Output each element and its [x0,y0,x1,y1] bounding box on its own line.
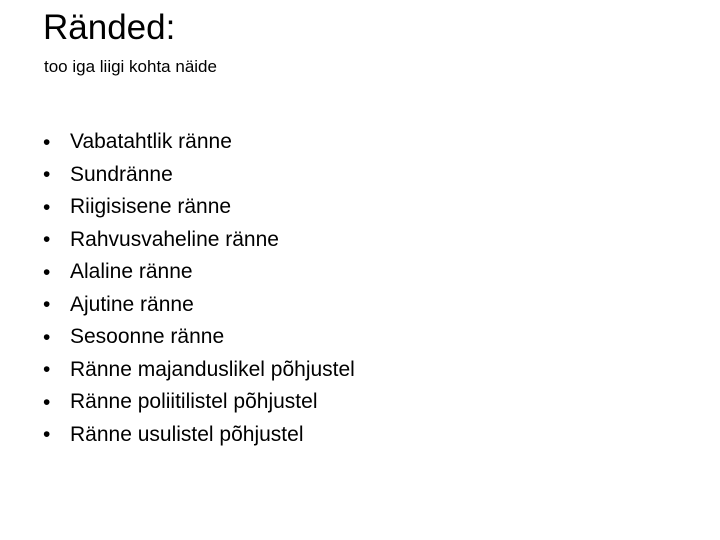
list-item [43,126,355,159]
list-item-text: Ajutine ränne [70,292,194,316]
slide-subtitle: too iga liigi kohta näide [44,57,217,76]
list-item [43,386,355,419]
slide-title: Ränded: [43,8,176,47]
bullet-icon: • [43,358,51,382]
list-item-text: Vabatahtlik ränne [70,130,232,154]
bullet-icon: • [43,423,51,447]
bullet-icon: • [43,195,51,219]
list-item [43,159,355,192]
list-item-text: Alaline ränne [70,260,193,284]
bullet-icon: • [43,163,51,187]
list-item-text: Sesoonne ränne [70,325,225,349]
bullet-icon: • [43,293,51,317]
bullet-list [43,126,355,451]
list-item [43,256,355,289]
list-item-text: Ränne poliitilistel põhjustel [70,390,318,414]
bullet-icon: • [43,390,51,414]
list-item-text: Rahvusvaheline ränne [70,227,279,251]
list-item [43,191,355,224]
bullet-icon: • [43,130,51,154]
list-item-text: Ränne majanduslikel põhjustel [70,357,355,381]
bullet-icon: • [43,228,51,252]
bullet-icon: • [43,260,51,284]
list-item-text: Ränne usulistel põhjustel [70,422,304,446]
bullet-icon: • [43,325,51,349]
list-item [43,321,355,354]
list-item [43,289,355,322]
list-item-text: Sundränne [70,162,173,186]
list-item [43,224,355,257]
list-item-text: Riigisisene ränne [70,195,232,219]
list-item [43,354,355,387]
list-item [43,419,355,452]
